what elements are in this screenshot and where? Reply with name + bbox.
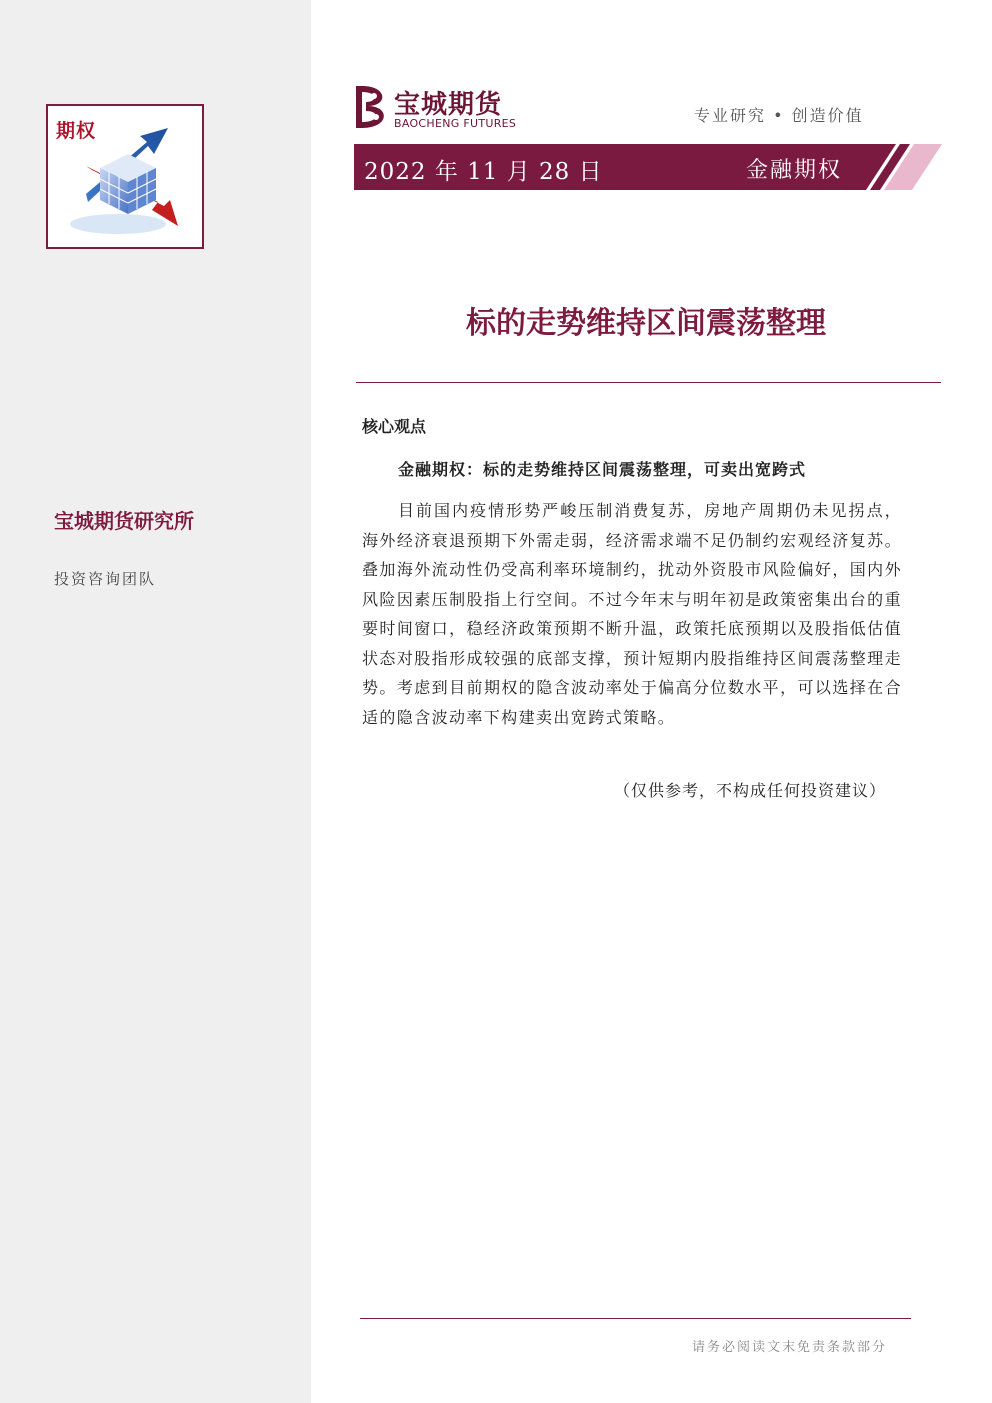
section-subheading: 金融期权：标的走势维持区间震荡整理，可卖出宽跨式 [398,460,807,479]
date-banner [354,144,942,190]
report-cover-image [46,104,204,249]
baocheng-b-logo-icon [354,84,392,130]
title-divider [356,382,941,383]
report-date: 2022 年 11 月 28 日 [364,159,603,185]
report-title: 标的走势维持区间震荡整理 [466,306,826,341]
logo-english-name: BAOCHENG FUTURES [394,117,517,130]
footer-divider [360,1318,911,1319]
slogan: 专业研究 • 创造价值 [694,106,864,125]
team-name: 投资咨询团队 [54,570,157,588]
logo-chinese-name: 宝城期货 [394,90,503,120]
cover-label: 期权 [56,120,97,142]
core-viewpoint-heading: 核心观点 [362,417,427,436]
disclaimer-note: （仅供参考，不构成任何投资建议） [614,781,887,800]
body-paragraph: 目前国内疫情形势严峻压制消费复苏，房地产周期仍未见拐点，海外经济衰退预期下外需走弱，经济需求端不足仍制约宏观经济复苏。叠加海外流动性仍受高利率环境制约，扰动外资股市风险偏好，国内外风险因素压制股指上行空间。不过今年末与明年初是政策密集出台的重要时间窗口，稳经济政策预期不断升温，政策托底预期以及股指低估值状态对股指形成较强的底部支撑，预计短期内股指维持区间震荡整理走势。考虑到目前期权的隐含波动率处于偏高分位数水平，可以选择在合适的隐含波动率下构建卖出宽跨式策略。 [362,501,902,727]
institute-name: 宝城期货研究所 [54,509,194,533]
report-category: 金融期权 [746,158,843,183]
sidebar [0,0,311,1403]
footer-notice: 请务必阅读文末免责条款部分 [692,1340,888,1355]
company-logo [354,84,529,132]
